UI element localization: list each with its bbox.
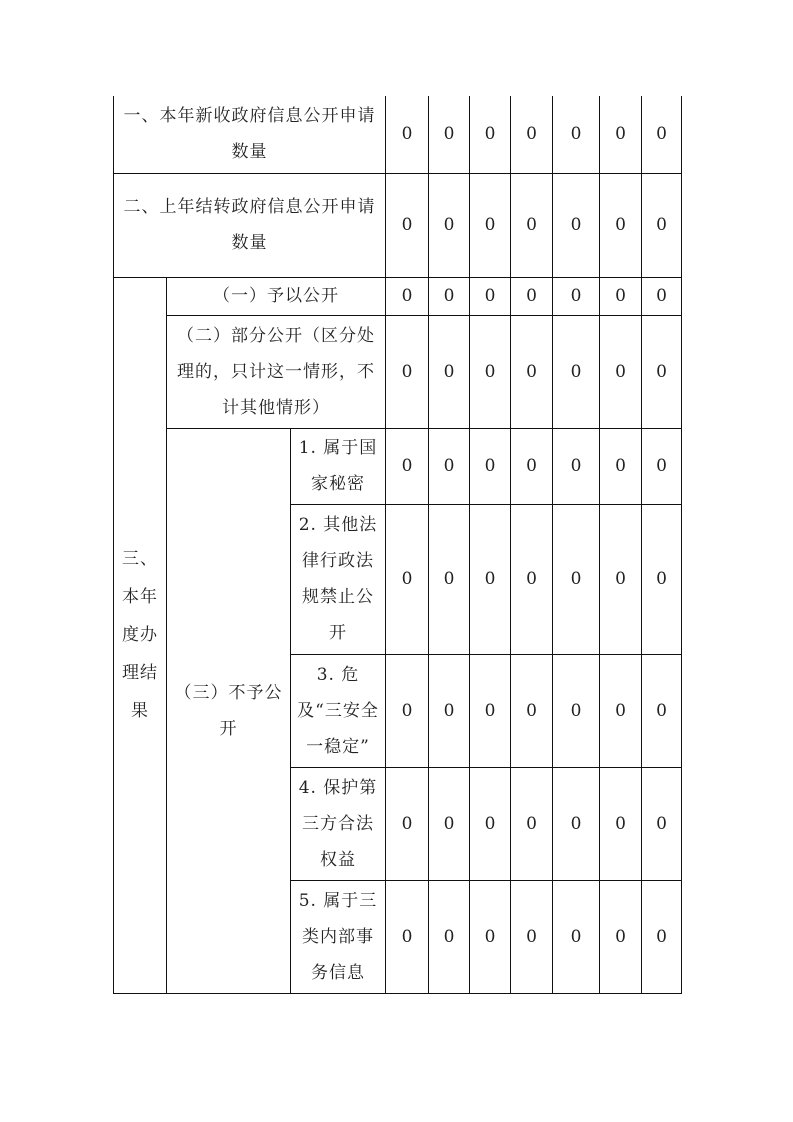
cell-value: 0 [511, 504, 553, 654]
cell-value: 0 [511, 277, 553, 315]
cell-value: 0 [470, 504, 511, 654]
cell-value: 0 [511, 654, 553, 767]
table-row-carried-over [114, 173, 682, 277]
cell-value: 0 [642, 880, 682, 993]
row-label: 2. 其他法律行政法规禁止公开 [291, 504, 386, 654]
cell-value: 0 [553, 654, 600, 767]
row-label: 5. 属于三类内部事务信息 [291, 880, 386, 993]
cell-value: 0 [429, 504, 470, 654]
row-label: 一、本年新收政府信息公开申请数量 [114, 96, 386, 173]
cell-value: 0 [386, 767, 429, 880]
cell-value: 0 [470, 315, 511, 428]
cell-value: 0 [470, 173, 511, 277]
cell-value: 0 [386, 428, 429, 504]
cell-value: 0 [511, 428, 553, 504]
cell-value: 0 [553, 880, 600, 993]
cell-value: 0 [642, 504, 682, 654]
cell-value: 0 [600, 880, 642, 993]
cell-value: 0 [600, 428, 642, 504]
row-label: 1. 属于国家秘密 [291, 428, 386, 504]
row-label: （二）部分公开（区分处理的，只计这一情形，不计其他情形） [167, 315, 386, 428]
cell-value: 0 [429, 277, 470, 315]
table-row-partial [114, 315, 682, 428]
table-row-disclose [114, 277, 682, 315]
cell-value: 0 [429, 880, 470, 993]
cell-value: 0 [553, 428, 600, 504]
cell-value: 0 [553, 504, 600, 654]
cell-value: 0 [470, 654, 511, 767]
cell-value: 0 [642, 277, 682, 315]
row-label: （一）予以公开 [167, 277, 386, 315]
row-label: 二、上年结转政府信息公开申请数量 [114, 173, 386, 277]
table-row-new-requests [114, 96, 682, 173]
cell-value: 0 [553, 767, 600, 880]
cell-value: 0 [600, 277, 642, 315]
cell-value: 0 [511, 767, 553, 880]
cell-value: 0 [511, 173, 553, 277]
statistics-table [113, 96, 682, 994]
cell-value: 0 [386, 504, 429, 654]
cell-value: 0 [386, 315, 429, 428]
cell-value: 0 [429, 767, 470, 880]
cell-value: 0 [600, 173, 642, 277]
not-disclose-header: （三）不予公开 [167, 428, 291, 993]
cell-value: 0 [600, 767, 642, 880]
table-row-not-disclose [114, 428, 682, 504]
row-label: 3. 危及“三安全一稳定” [291, 654, 386, 767]
cell-value: 0 [642, 767, 682, 880]
cell-value: 0 [553, 96, 600, 173]
results-header: 三、本年度办理结果 [114, 277, 167, 993]
row-label: 4. 保护第三方合法权益 [291, 767, 386, 880]
cell-value: 0 [429, 428, 470, 504]
cell-value: 0 [511, 880, 553, 993]
cell-value: 0 [642, 428, 682, 504]
cell-value: 0 [470, 96, 511, 173]
cell-value: 0 [429, 96, 470, 173]
cell-value: 0 [642, 173, 682, 277]
cell-value: 0 [553, 277, 600, 315]
cell-value: 0 [429, 315, 470, 428]
cell-value: 0 [553, 173, 600, 277]
cell-value: 0 [511, 315, 553, 428]
cell-value: 0 [470, 880, 511, 993]
cell-value: 0 [429, 654, 470, 767]
cell-value: 0 [470, 428, 511, 504]
cell-value: 0 [386, 96, 429, 173]
cell-value: 0 [642, 315, 682, 428]
cell-value: 0 [553, 315, 600, 428]
cell-value: 0 [470, 277, 511, 315]
cell-value: 0 [429, 173, 470, 277]
cell-value: 0 [642, 96, 682, 173]
cell-value: 0 [386, 277, 429, 315]
cell-value: 0 [600, 315, 642, 428]
cell-value: 0 [642, 654, 682, 767]
cell-value: 0 [600, 504, 642, 654]
cell-value: 0 [511, 96, 553, 173]
cell-value: 0 [600, 654, 642, 767]
cell-value: 0 [600, 96, 642, 173]
cell-value: 0 [386, 654, 429, 767]
cell-value: 0 [470, 767, 511, 880]
cell-value: 0 [386, 173, 429, 277]
cell-value: 0 [386, 880, 429, 993]
